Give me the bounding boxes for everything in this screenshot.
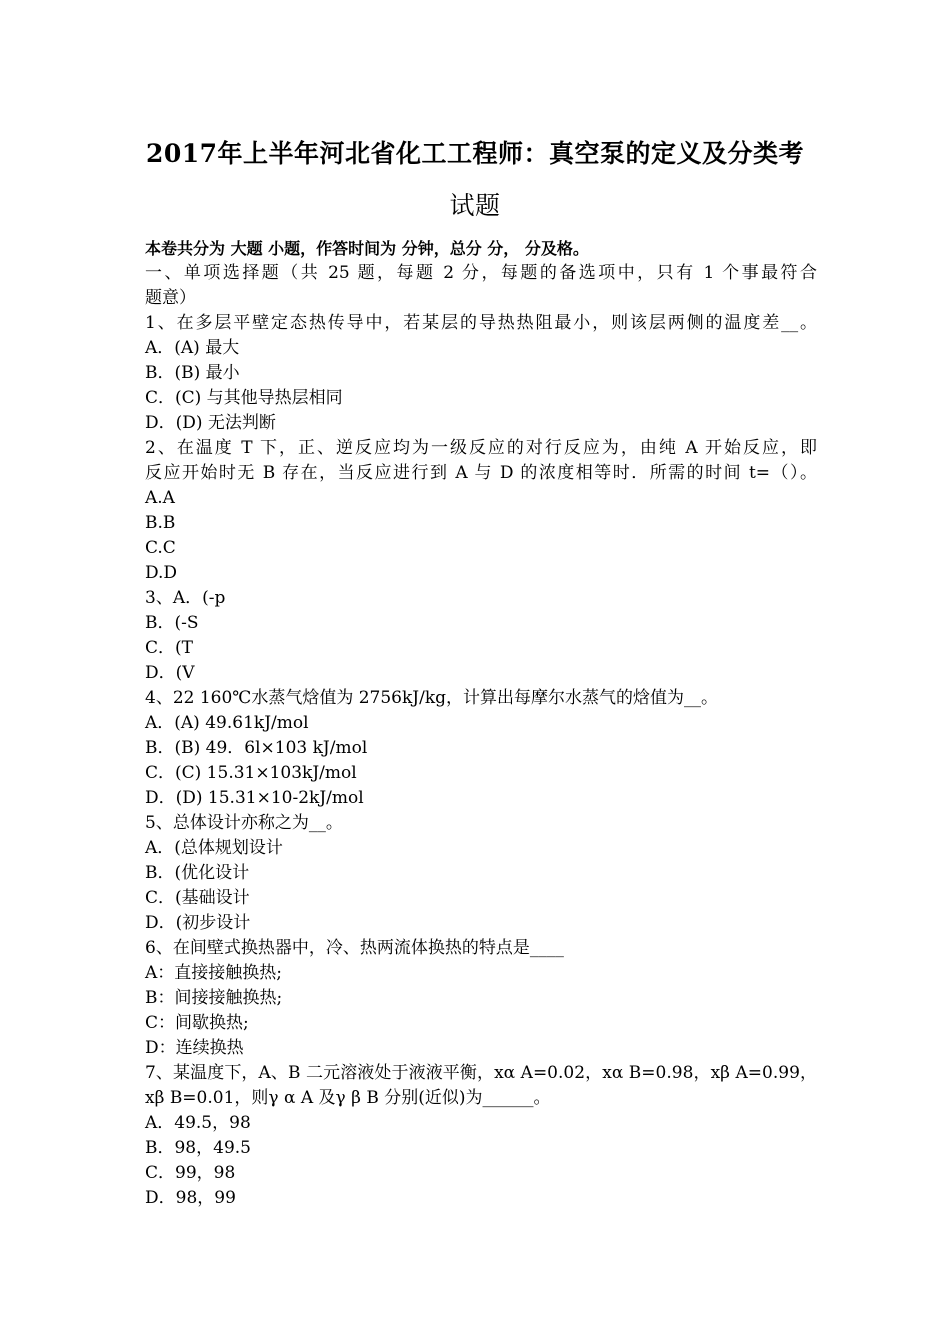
q2-option-b: B.B (145, 513, 176, 533)
question-2: 2、在温度 T 下，正、逆反应均为一级反应的对行反应为，由纯 A 开始反应，即 (145, 438, 817, 458)
question-7-cont: xβ B=0.01，则γ α A 及γ β B 分别(近似)为______。 (145, 1088, 551, 1108)
q2-option-a: A.A (145, 488, 175, 508)
q4-option-b: B．(B) 49．6l×103 kJ/mol (145, 738, 368, 758)
document-title-line1: 2017年上半年河北省化工工程师：真空泵的定义及分类考 (145, 139, 805, 168)
q7-option-b: B．98，49.5 (145, 1138, 251, 1158)
q6-option-c: C：间歇换热; (145, 1013, 249, 1033)
q5-option-c: C．(基础设计 (145, 888, 250, 908)
q5-option-b: B．(优化设计 (145, 863, 250, 883)
q1-option-a: A．(A) 最大 (145, 338, 240, 358)
q2-option-c: C.C (145, 538, 176, 558)
q2-option-d: D.D (145, 563, 178, 583)
q4-option-c: C．(C) 15.31×103kJ/mol (145, 763, 357, 783)
q1-option-d: D．(D) 无法判断 (145, 413, 276, 433)
section-header-cont: 题意） (145, 288, 196, 308)
exam-summary: 本卷共分为 大题 小题，作答时间为 分钟，总分 分， 分及格。 (145, 239, 589, 258)
question-7: 7、某温度下，A、B 二元溶液处于液液平衡，xα A=0.02，xα B=0.98，xβ A=0.99， (145, 1063, 817, 1083)
question-6: 6、在间壁式换热器中，冷、热两流体换热的特点是____ (145, 938, 564, 958)
q4-option-a: A．(A) 49.61kJ/mol (145, 713, 309, 733)
q5-option-a: A．(总体规划设计 (145, 838, 283, 858)
q7-option-d: D．98，99 (145, 1188, 236, 1208)
q3-option-c: C．(T (145, 638, 193, 658)
section-header: 一、单项选择题（共 25 题，每题 2 分，每题的备选项中，只有 1 个事最符合 (145, 263, 817, 283)
q4-option-d: D．(D) 15.31×10-2kJ/mol (145, 788, 364, 808)
q3-option-b: B．(-S (145, 613, 199, 633)
question-3: 3、A．(-p (145, 588, 226, 608)
document-body (145, 236, 817, 1211)
q6-option-a: A：直接接触换热; (145, 963, 283, 983)
q6-option-d: D：连续换热 (145, 1038, 244, 1058)
q7-option-a: A．49.5，98 (145, 1113, 251, 1133)
q1-option-b: B．(B) 最小 (145, 363, 240, 383)
q6-option-b: B：间接接触换热; (145, 988, 283, 1008)
q7-option-c: C．99，98 (145, 1163, 236, 1183)
question-4: 4、22 160℃水蒸气焓值为 2756kJ/kg，计算出每摩尔水蒸气的焓值为__。 (145, 688, 719, 708)
question-1: 1、在多层平壁定态热传导中，若某层的导热热阻最小，则该层两侧的温度差__。 (145, 313, 817, 333)
question-5: 5、总体设计亦称之为__。 (145, 813, 343, 833)
q3-option-d: D．(V (145, 663, 195, 683)
question-2-cont: 反应开始时无 B 存在，当反应进行到 A 与 D 的浓度相等时．所需的时间 t=（）。 (145, 463, 817, 483)
q1-option-c: C．(C) 与其他导热层相同 (145, 388, 343, 408)
document-title-line2: 试题 (449, 191, 501, 220)
q5-option-d: D．(初步设计 (145, 913, 251, 933)
